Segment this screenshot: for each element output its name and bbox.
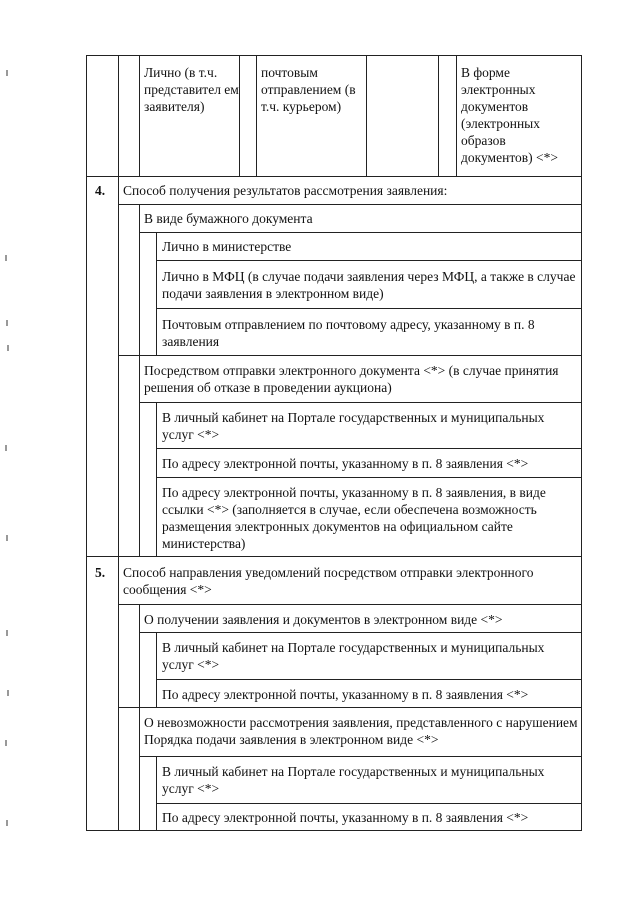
electronic-item-link: По адресу электронной почты, указанному в п. 8 заявления, в виде ссылки <*> (заполняется в случае, если обеспечена возможность размещения электронных документов на официальном сайте министерства) <box>162 485 546 551</box>
impossibility-item-portal: В личный кабинет на Портале государственных и муниципальных услуг <*> <box>162 764 545 796</box>
impossibility-item-email: По адресу электронной почты, указанному в п. 8 заявления <*> <box>162 810 529 825</box>
option-mail: почтовым отправлением (в т.ч. курьером) <box>261 65 356 114</box>
receipt-item-portal: В личный кабинет на Портале государственных и муниципальных услуг <*> <box>162 640 545 672</box>
receipt-item-email: По адресу электронной почты, указанному в п. 8 заявления <*> <box>162 687 529 702</box>
paper-item-ministry: Лично в министерстве <box>162 239 292 254</box>
option-electronic: В форме электронных документов (электронных образов документов) <*> <box>461 65 559 165</box>
paper-item-mfc: Лично в МФЦ (в случае подачи заявления через МФЦ, а также в случае подачи заявления в электронном виде) <box>162 269 576 301</box>
electronic-item-portal: В личный кабинет на Портале государственных и муниципальных услуг <*> <box>162 410 545 442</box>
section-5-title: Способ направления уведомлений посредством отправки электронного сообщения <*> <box>123 565 534 597</box>
electronic-document-option: Посредством отправки электронного документа <*> (в случае принятия решения об отказе в проведении аукциона) <box>144 363 559 395</box>
paper-document-option: В виде бумажного документа <box>144 211 313 226</box>
section-4-title: Способ получения результатов рассмотрения заявления: <box>123 183 448 198</box>
option-personal: Лично (в т.ч. представител ем заявителя) <box>144 65 239 114</box>
impossibility-notice-option: О невозможности рассмотрения заявления, представленного с нарушением Порядка подачи заявления в электронном виде <*> <box>144 715 578 747</box>
receipt-notice-option: О получении заявления и документов в электронном виде <*> <box>144 612 503 627</box>
section-4-number: 4. <box>95 183 106 198</box>
section-5-number: 5. <box>95 565 106 580</box>
paper-item-post: Почтовым отправлением по почтовому адресу, указанному в п. 8 заявления <box>162 317 535 349</box>
electronic-item-email: По адресу электронной почты, указанному в п. 8 заявления <*> <box>162 456 529 471</box>
